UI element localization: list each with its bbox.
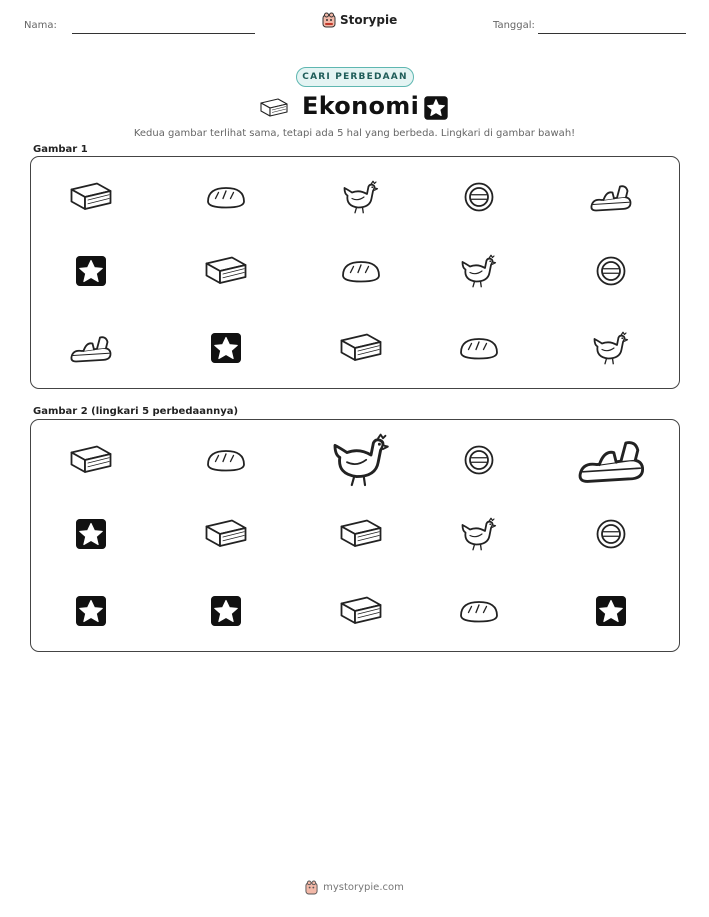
grid-cell	[321, 330, 401, 366]
book-icon	[202, 516, 250, 552]
bread-icon	[202, 179, 250, 215]
grid-cell[interactable]	[51, 593, 131, 629]
grid-cell[interactable]	[321, 431, 401, 489]
footer-url: mystorypie.com	[323, 882, 404, 893]
brand-name: Storypie	[340, 13, 398, 27]
star-icon	[587, 593, 635, 629]
book-icon	[202, 253, 250, 289]
coin-icon	[455, 442, 503, 478]
grid-cell	[571, 330, 651, 366]
grid-cell	[439, 253, 519, 289]
book-icon	[67, 179, 115, 215]
coin-icon	[455, 179, 503, 215]
grid-cell	[186, 253, 266, 289]
book-icon	[337, 593, 385, 629]
grid-cell	[321, 179, 401, 215]
picture1-label: Gambar 1	[33, 144, 88, 155]
grid-cell[interactable]	[571, 431, 651, 489]
grid-cell[interactable]	[439, 593, 519, 629]
storypie-logo-icon	[305, 880, 318, 895]
grid-cell	[186, 179, 266, 215]
sandal-icon	[67, 330, 115, 366]
picture2-label: Gambar 2 (lingkari 5 perbedaannya)	[33, 406, 239, 417]
grid-cell[interactable]	[51, 516, 131, 552]
activity-badge: CARI PERBEDAAN	[296, 67, 414, 87]
star-icon	[67, 593, 115, 629]
sandal-icon	[587, 179, 635, 215]
grid-cell	[51, 330, 131, 366]
storypie-logo-icon	[322, 12, 336, 28]
grid-cell[interactable]	[186, 442, 266, 478]
star-icon	[67, 516, 115, 552]
grid-cell[interactable]	[571, 593, 651, 629]
grid-cell	[51, 179, 131, 215]
picture1-panel	[30, 156, 680, 389]
instruction-text: Kedua gambar terlihat sama, tetapi ada 5 hal yang berbeda. Lingkari di gambar bawah!	[133, 128, 576, 139]
star-icon	[202, 593, 250, 629]
date-field[interactable]	[538, 33, 686, 34]
name-field[interactable]	[72, 33, 255, 34]
name-label: Nama:	[24, 20, 57, 31]
chicken-icon	[323, 431, 400, 489]
bread-icon	[337, 253, 385, 289]
grid-cell[interactable]	[51, 442, 131, 478]
grid-cell	[571, 253, 651, 289]
bread-icon	[455, 330, 503, 366]
book-icon	[258, 96, 290, 120]
grid-cell[interactable]	[186, 593, 266, 629]
brand-logo	[322, 12, 397, 28]
grid-cell[interactable]	[321, 516, 401, 552]
book-icon	[67, 442, 115, 478]
book-icon	[337, 330, 385, 366]
star-icon	[67, 253, 115, 289]
grid-cell	[51, 253, 131, 289]
star-icon	[423, 95, 449, 121]
chicken-icon	[587, 330, 635, 366]
grid-cell[interactable]	[571, 516, 651, 552]
grid-cell	[186, 330, 266, 366]
coin-icon	[587, 516, 635, 552]
grid-cell	[439, 330, 519, 366]
grid-cell	[321, 253, 401, 289]
chicken-icon	[455, 253, 503, 289]
page-title: Ekonomi	[302, 92, 420, 120]
grid-cell[interactable]	[439, 442, 519, 478]
grid-cell[interactable]	[186, 516, 266, 552]
chicken-icon	[455, 516, 503, 552]
book-icon	[337, 516, 385, 552]
chicken-icon	[337, 179, 385, 215]
grid-cell[interactable]	[321, 593, 401, 629]
footer	[0, 880, 709, 895]
date-label: Tanggal:	[493, 20, 535, 31]
grid-cell	[439, 179, 519, 215]
star-icon	[202, 330, 250, 366]
sandal-icon	[573, 431, 650, 489]
coin-icon	[587, 253, 635, 289]
picture2-panel[interactable]	[30, 419, 680, 652]
grid-cell[interactable]	[439, 516, 519, 552]
bread-icon	[455, 593, 503, 629]
bread-icon	[202, 442, 250, 478]
grid-cell	[571, 179, 651, 215]
